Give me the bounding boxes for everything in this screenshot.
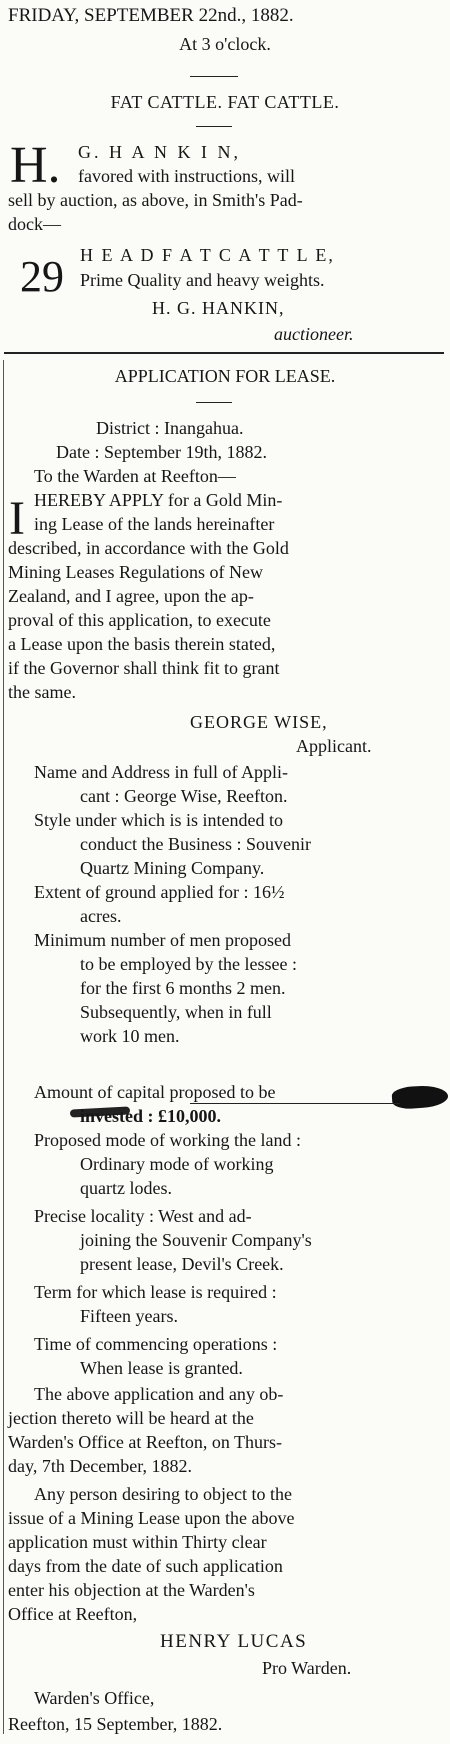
- applicant-name: GEORGE WISE,: [190, 712, 328, 732]
- hankin-heading: G. H A N K I N,: [78, 142, 242, 162]
- auctioneer-name: H. G. HANKIN,: [152, 298, 285, 318]
- office-name: Warden's Office,: [34, 1688, 155, 1708]
- objection-line: application must within Thirty clear: [8, 1532, 267, 1552]
- lease-body-line: HEREBY APPLY for a Gold Min-: [34, 490, 283, 510]
- lease-body-line: a Lease upon the basis therein stated,: [8, 634, 276, 654]
- objection-line: enter his objection at the Warden's: [8, 1580, 255, 1600]
- column-edge: [3, 360, 4, 1734]
- sale-time: At 3 o'clock.: [179, 34, 271, 54]
- drop-cap-h: H.: [10, 137, 61, 194]
- short-rule: [190, 76, 238, 77]
- cattle-title: FAT CATTLE. FAT CATTLE.: [110, 92, 340, 112]
- detail-line: quartz lodes.: [80, 1178, 172, 1198]
- detail-line: invested : £10,000.: [80, 1106, 221, 1126]
- hearing-line: Warden's Office at Reefton, on Thurs-: [8, 1432, 283, 1452]
- short-rule: [196, 402, 232, 403]
- lease-body-line: if the Governor shall think fit to grant: [8, 658, 280, 678]
- detail-line: Amount of capital proposed to be: [34, 1082, 276, 1102]
- objection-line: issue of a Mining Lease upon the above: [8, 1508, 295, 1528]
- detail-line: When lease is granted.: [80, 1358, 243, 1378]
- drop-cap-i: I: [9, 492, 25, 545]
- detail-line: present lease, Devil's Creek.: [80, 1254, 284, 1274]
- lease-body-line: described, in accordance with the Gold: [8, 538, 289, 558]
- applicant-label: Applicant.: [296, 736, 372, 756]
- warden-name: HENRY LUCAS: [160, 1631, 308, 1652]
- office-date: Reefton, 15 September, 1882.: [8, 1714, 223, 1734]
- auctioneer-label: auctioneer.: [274, 324, 354, 344]
- cattle-text-line: sell by auction, as above, in Smith's Pad-: [8, 190, 303, 210]
- detail-line: joining the Souvenir Company's: [80, 1230, 312, 1250]
- lease-body-line: Zealand, and I agree, upon the ap-: [8, 586, 254, 606]
- detail-line: Style under which is is intended to: [34, 810, 283, 830]
- detail-line: Quartz Mining Company.: [80, 858, 265, 878]
- lease-body-line: Mining Leases Regulations of New: [8, 562, 263, 582]
- detail-line: Ordinary mode of working: [80, 1154, 274, 1174]
- lease-date: Date : September 19th, 1882.: [56, 442, 267, 462]
- hearing-line: day, 7th December, 1882.: [8, 1456, 193, 1476]
- lease-body-line: ing Lease of the lands hereinafter: [34, 514, 275, 534]
- detail-line: Minimum number of men proposed: [34, 930, 291, 950]
- detail-line: conduct the Business : Souvenir: [80, 834, 311, 854]
- detail-line: Name and Address in full of Appli-: [34, 762, 288, 782]
- detail-line: Subsequently, when in full: [80, 1002, 272, 1022]
- detail-line: work 10 men.: [80, 1026, 180, 1046]
- detail-line: for the first 6 months 2 men.: [80, 978, 286, 998]
- cattle-text-line: dock—: [8, 214, 61, 234]
- detail-line: Time of commencing operations :: [34, 1334, 278, 1354]
- quality-line: Prime Quality and heavy weights.: [80, 270, 325, 290]
- detail-line: acres.: [80, 906, 122, 926]
- hearing-line: jection thereto will be heard at the: [8, 1408, 254, 1428]
- head-fat-cattle: H E A D F A T C A T T L E,: [80, 245, 335, 265]
- lease-body-line: proval of this application, to execute: [8, 610, 271, 630]
- sale-date: FRIDAY, SEPTEMBER 22nd., 1882.: [8, 5, 294, 26]
- lease-body-line: the same.: [8, 682, 76, 702]
- ink-blot: [391, 1084, 448, 1110]
- lease-district: District : Inangahua.: [96, 418, 244, 438]
- detail-line: Fifteen years.: [80, 1306, 178, 1326]
- detail-line: Extent of ground applied for : 16½: [34, 882, 285, 902]
- objection-line: Office at Reefton,: [8, 1604, 138, 1624]
- detail-line: Proposed mode of working the land :: [34, 1130, 301, 1150]
- objection-line: Any person desiring to object to the: [34, 1484, 292, 1504]
- detail-line: to be employed by the lessee :: [80, 954, 297, 974]
- detail-line: Precise locality : West and ad-: [34, 1206, 252, 1226]
- cattle-count: 29: [20, 252, 64, 301]
- detail-line: Term for which lease is required :: [34, 1282, 277, 1302]
- hearing-line: The above application and any ob-: [34, 1384, 284, 1404]
- short-rule: [196, 126, 232, 127]
- objection-line: days from the date of such application: [8, 1556, 283, 1576]
- lease-title: APPLICATION FOR LEASE.: [114, 366, 336, 386]
- lease-addressee: To the Warden at Reefton—: [34, 466, 236, 486]
- cattle-text-line: favored with instructions, will: [78, 166, 295, 186]
- warden-title: Pro Warden.: [262, 1658, 352, 1678]
- section-rule: [4, 352, 444, 354]
- underline: [190, 1103, 400, 1104]
- detail-line: cant : George Wise, Reefton.: [80, 786, 288, 806]
